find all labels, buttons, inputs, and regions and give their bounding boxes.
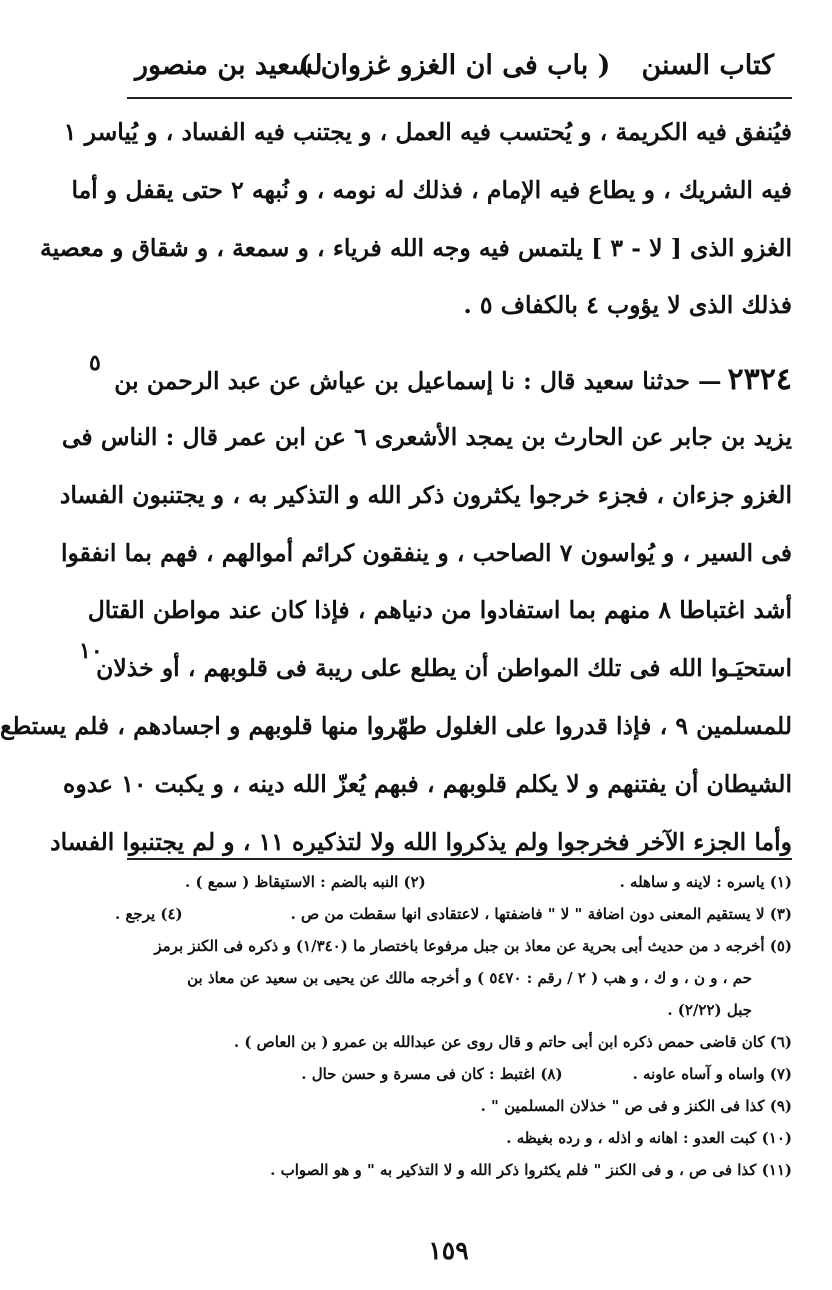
footnote-9: (٩) كذا فى الكنز و فى ص " خذلان المسلمين " . <box>480 1097 792 1115</box>
hadith-line-text: — حدثنا سعيد قال : نا إسماعيل بن عياش عن عبد الرحمن بن <box>114 367 722 396</box>
footnote-11: (١١) كذا فى ص ، و فى الكنز " فلم يكثروا ذكر الله و لا التذكير به " و هو الصواب . <box>270 1161 792 1179</box>
hadith-first-line <box>114 351 792 409</box>
footnote-rule <box>127 858 792 860</box>
footnote-4: (٤) يرجع . <box>115 905 183 923</box>
text-line: الشيطان أن يفتنهم و لا يكلم قلوبهم ، فبهم يُعزّ الله دينه ، و يكبت ١٠ عدوه <box>63 769 792 798</box>
text-line: الغزو جزءان ، فجزء خرجوا يكثرون ذكر الله و التذكير به ، و يجتنبون الفساد <box>59 480 792 509</box>
text-line: الغزو الذى [ لا - ٣ ] يلتمس فيه وجه الله فرياء ، و سمعة ، و شقاق و معصية <box>39 233 792 262</box>
margin-line-number: ١٠ <box>79 638 103 664</box>
text-line: فذلك الذى لا يؤوب ٤ بالكفاف ٥ . <box>463 291 792 320</box>
footnote-row <box>115 866 792 898</box>
running-header <box>135 46 774 86</box>
footnotes <box>115 866 792 1186</box>
margin-line-number: ٥ <box>89 350 101 376</box>
main-text <box>0 104 792 871</box>
footnote-8: (٨) اغتبط : كان فى مسرة و حسن حال . <box>301 1065 563 1083</box>
header-rule <box>127 97 792 99</box>
text-line: أشد اغتباطا ٨ منهم بما استفادوا من دنياهم ، فإذا كان عند مواطن القتال <box>87 596 792 625</box>
text-line: للمسلمين ٩ ، فإذا قدروا على الغلول طهّروا منها قلوبهم و اجسادهم ، فلم يستطع <box>0 711 792 740</box>
text-line: فيُنفق فيه الكريمة ، و يُحتسب فيه العمل ، و يجتنب فيه الفساد ، و يُياسر ١ <box>63 118 792 146</box>
page-number: ١٥٩ <box>428 1236 469 1265</box>
footnote-row <box>115 898 792 930</box>
footnote-5-cont: جبل (٢/٢٢) . <box>667 1001 752 1019</box>
footnote-row <box>115 1058 792 1090</box>
footnote-10: (١٠) كبت العدو : اهانه و اذله ، و رده بغيظه . <box>506 1129 792 1147</box>
footnote-6: (٦) كان قاضى حمص ذكره ابن أبى حاتم و قال روى عن عبدالله بن عمرو ( بن العاص ) . <box>233 1033 792 1051</box>
footnote-5-cont: حم ، و ن ، و ك ، و هب ( ٢ / رقم : ٥٤٧٠ ) و أخرجه مالك عن يحيى بن سعيد عن معاذ بن <box>187 969 752 987</box>
footnote-2: (٢) النبه بالضم : الاستيقاظ ( سمع ) . <box>185 873 426 891</box>
text-line: فيه الشريك ، و يطاع فيه الإمام ، فذلك له نومه ، و نُبهه ٢ حتى يقفل و أما <box>71 175 792 204</box>
hadith-number: ٢٣٢٤ <box>727 362 792 398</box>
book-title: كتاب السنن <box>641 50 774 81</box>
text-line: يزيد بن جابر عن الحارث بن يمجد الأشعرى ٦ عن ابن عمر قال : الناس فى <box>61 422 792 451</box>
footnote-3: (٣) لا يستقيم المعنى دون اضافة " لا " فاضفتها ، لاعتقادى انها سقطت من ص . <box>290 905 792 923</box>
footnote-1: (١) ياسره : لاينه و ساهله . <box>619 873 792 891</box>
footnote-7: (٧) واساه و آساه عاونه . <box>632 1065 792 1083</box>
text-line: فى السير ، و يُواسون ٧ الصاحب ، و ينفقون كرائم أموالهم ، فهم بما انفقوا <box>60 538 792 567</box>
footnote-5: (٥) أخرجه د من حديث أبى بحرية عن معاذ بن جبل مرفوعا باختصار ما (١/٣٤٠) و ذكره فى الكنز برمز <box>154 937 792 955</box>
author-name: لسعيد بن منصور <box>135 50 323 81</box>
text-line: استحيَـوا الله فى تلك المواطن أن يطلع على ريبة فى قلوبهم ، أو خذلان <box>96 654 792 683</box>
text-line: وأما الجزء الآخر فخرجوا ولم يذكروا الله ولا لتذكيره ١١ ، و لم يجتنبوا الفساد <box>50 827 792 856</box>
chapter-title: ( باب فى ان الغزو غزوان ) <box>298 50 611 81</box>
